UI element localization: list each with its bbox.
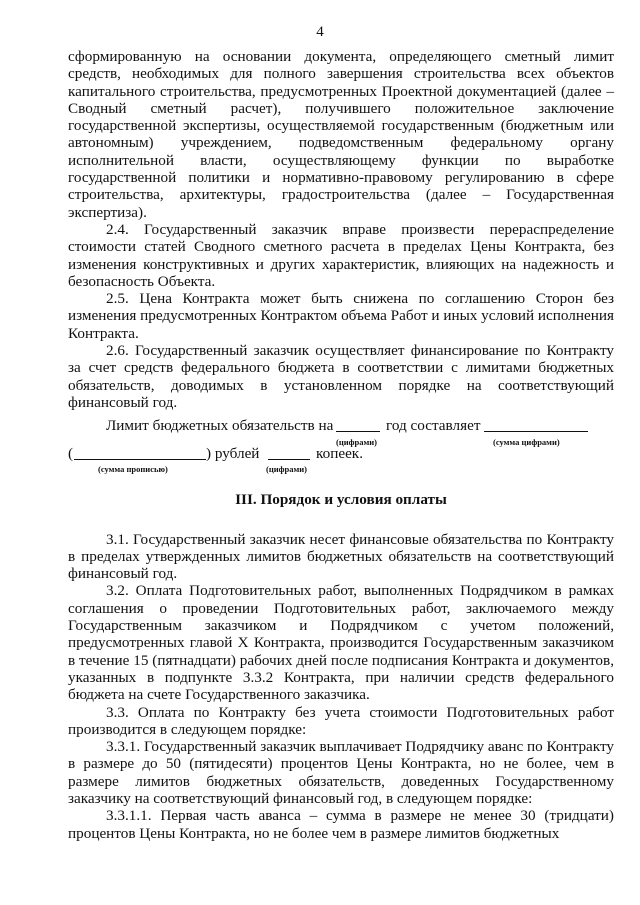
budget-limit-middle: год составляет [386,417,481,435]
document-body [68,48,614,842]
sum-digits-blank [484,417,588,432]
paragraph-3-3-1-1: 3.3.1.1. Первая часть аванса – сумма в размере не менее 30 (тридцати) процентов Цены Контракта, но не более чем в размере лимитов бюджетных [68,807,614,842]
paragraph-3-2: 3.2. Оплата Подготовительных работ, выполненных Подрядчиком в рамках соглашения о проведении Подготовительных работ, заключаемого между Государственным заказчиком и Подрядчиком с учетом положений, предусмотренных главой X Контракта, производится Государственным заказчиком в течение 15 (пятнадцати) рабочих дней после подписания Контракта и документов, указанных в подпункте 3.3.2 Контракта, при наличии средств федерального бюджета на счете Государственного заказчика. [68,582,614,704]
paragraph-3-3-1: 3.3.1. Государственный заказчик выплачивает Подрядчику аванс по Контракту в размере до 50 (пятидесяти) процентов Цены Контракта, но не более, чем в размере лимитов бюджетных обязательств, доведенных Государственному заказчику на соответствующий финансовый год, в следующем порядке: [68,738,614,807]
page-number: 4 [316,24,324,40]
caption-sum-words: (сумма прописью) [98,464,168,475]
kopeks-blank [268,445,310,460]
caption-sum-digits: (сумма цифрами) [493,437,560,448]
rubles-label: ) рублей [206,445,260,463]
budget-limit-line [68,417,614,448]
caption-digits-year: (цифрами) [336,437,378,448]
caption-digits-kopeks: (цифрами) [266,464,308,475]
budget-limit-line-2 [68,441,614,475]
section-heading: III. Порядок и условия оплаты [235,491,447,509]
sum-words-blank [74,445,206,460]
year-blank [336,417,380,432]
budget-limit-prefix: Лимит бюджетных обязательств на [106,417,334,435]
paragraph-2-6: 2.6. Государственный заказчик осуществляет финансирование по Контракту за счет средств федерального бюджета в соответствии с лимитами бюджетных обязательств, доводимых в установленном порядке на соответствующий финансовый год. [68,342,614,411]
paragraph-3-1: 3.1. Государственный заказчик несет финансовые обязательства по Контракту в пределах утвержденных лимитов бюджетных обязательств на соответствующий финансовый год. [68,530,614,583]
paragraph-intro: сформированную на основании документа, определяющего сметный лимит средств, необходимых для полного завершения строительства всех объектов капитального строительства, предусмотренных Проектной документацией (далее – Сводный сметный расчет), получившего положительное заключение государственной экспертизы, осуществляемой государственным (бюджетным или автономным) учреждением, подведомственным федеральному органу исполнительной власти, осуществляющему функции по выработке государственной политики и нормативно-правовому регулированию в сфере строительства, архитектуры, градостроительства (далее – Государственная экспертиза). [68,48,614,221]
kopeks-label: копеек. [316,445,363,463]
paragraph-3-3: 3.3. Оплата по Контракту без учета стоимости Подготовительных работ производится в следующем порядке: [68,703,614,738]
paragraph-2-5: 2.5. Цена Контракта может быть снижена по соглашению Сторон без изменения предусмотренных Контрактом объема Работ и иных условий исполнения Контракта. [68,290,614,342]
open-paren: ( [68,445,74,463]
paragraph-2-4: 2.4. Государственный заказчик вправе произвести перераспределение стоимости статей Сводного сметного расчета в пределах Цены Контракта, без изменения конструктивных и других характеристик, влияющих на надежность и безопасность Объекта. [68,220,614,290]
